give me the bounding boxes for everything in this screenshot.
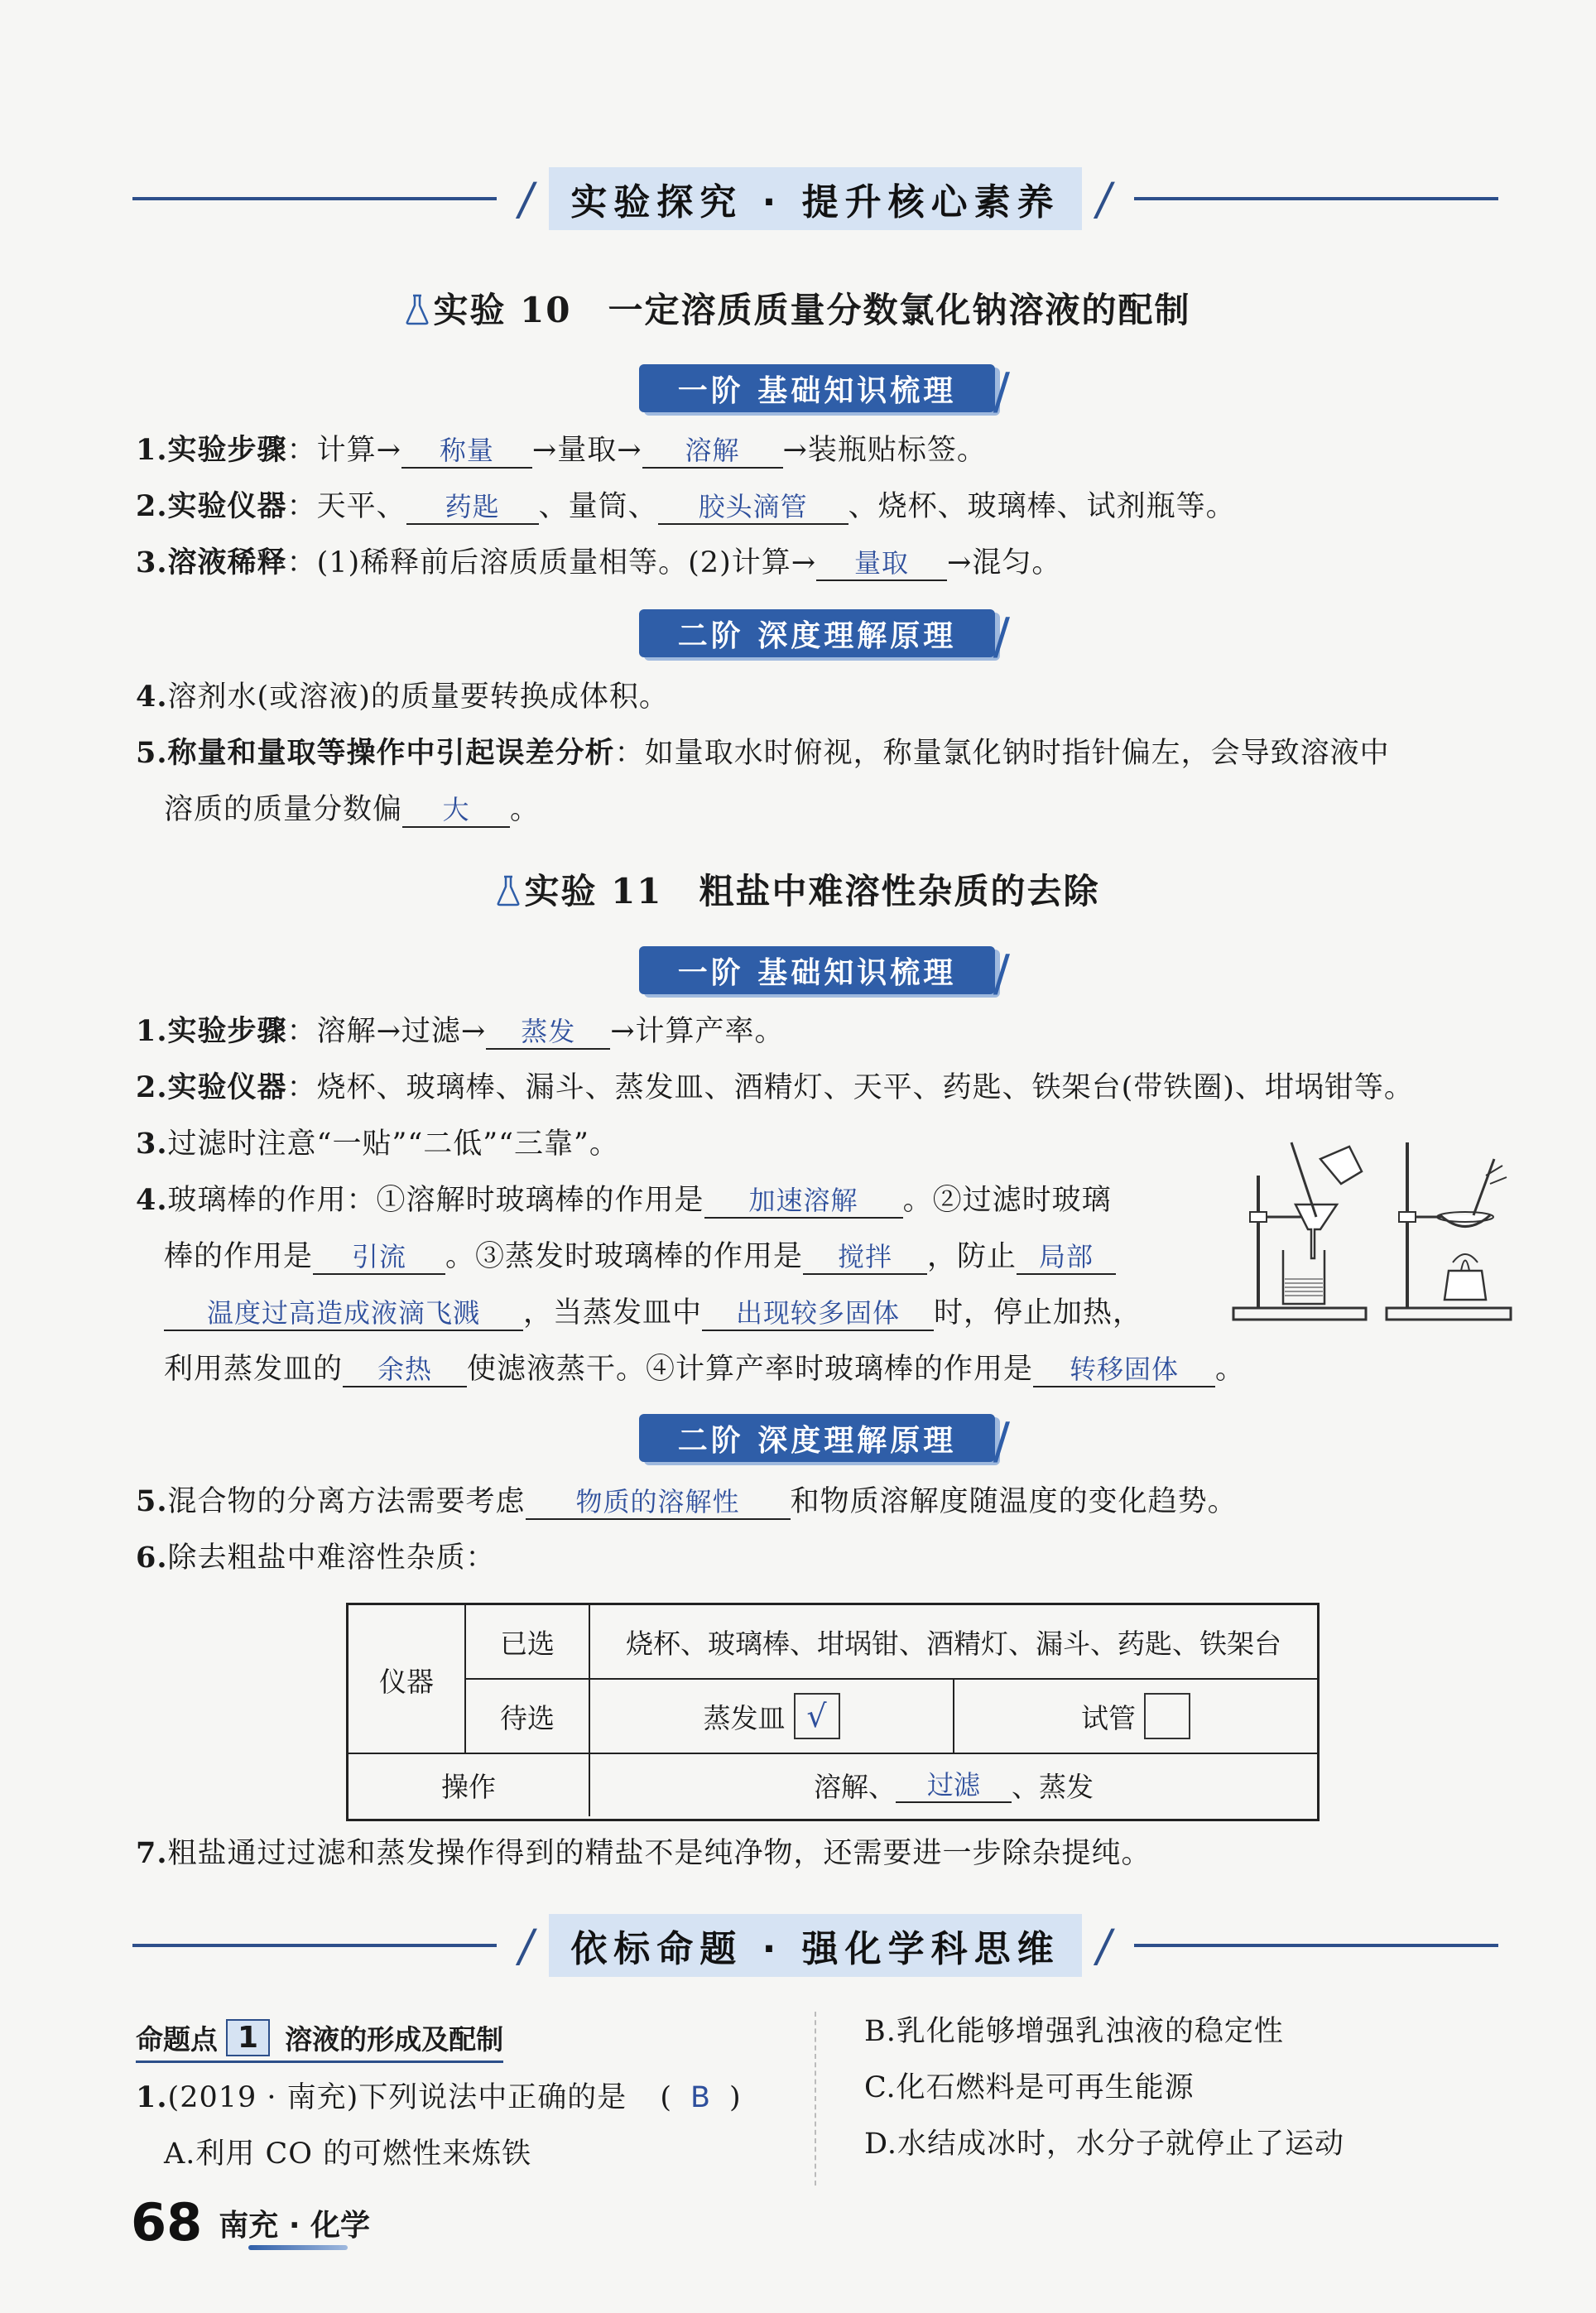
item-label: 实验仪器 <box>167 490 287 523</box>
question-text: (2019 · 南充)下列说法中正确的是 <box>167 2081 627 2114</box>
banner-rule-right <box>1134 197 1498 200</box>
answer-blank: 温度过高造成液滴飞溅 <box>164 1296 523 1331</box>
item-text: ：计算→ <box>286 434 401 467</box>
table-option-evaporating-dish <box>590 1680 953 1753</box>
answer-paren: ( <box>660 2081 672 2114</box>
item-number: 7. <box>136 1836 168 1870</box>
exp10-item-5 <box>136 733 1390 773</box>
question-number: 1. <box>136 2080 168 2114</box>
level-tag-text: 二阶 深度理解原理 <box>677 1423 957 1458</box>
item-number: 2. <box>136 1070 168 1104</box>
item-text: 。②过滤时玻璃 <box>902 1184 1112 1217</box>
item-text: 。③蒸发时玻璃棒的作用是 <box>445 1240 804 1273</box>
answer-paren: ) <box>728 2081 742 2114</box>
answer-blank: 大 <box>402 793 510 828</box>
slash-icon: / <box>1092 172 1117 225</box>
exp11-item-2 <box>136 1068 1414 1108</box>
answer-blank: 称量 <box>401 434 532 469</box>
item-text: 混合物的分离方法需要考虑 <box>167 1485 526 1518</box>
exp11-item-1 <box>136 1012 785 1051</box>
item-label: 实验步骤 <box>167 434 287 467</box>
section-banner-1 <box>132 166 1498 232</box>
item-number: 5. <box>136 1484 168 1518</box>
table-selected-items: 烧杯、玻璃棒、坩埚钳、酒精灯、漏斗、药匙、铁架台 <box>626 1627 1281 1660</box>
answer-blank: 搅拌 <box>803 1240 927 1275</box>
item-text: ，当蒸发皿中 <box>523 1296 703 1330</box>
filtration-apparatus-diagram <box>1225 1126 1374 1325</box>
item-number: 1. <box>136 1014 168 1048</box>
item-label: 实验仪器 <box>167 1071 287 1104</box>
level-tag-text: 二阶 深度理解原理 <box>677 618 957 653</box>
answer-blank: 溶解 <box>642 434 783 469</box>
table-operation-steps <box>590 1754 1317 1816</box>
topic-title: 溶液的形成及配制 <box>285 2023 504 2056</box>
item-label: 溶液稀释 <box>167 546 287 579</box>
item-text: →计算产率。 <box>610 1015 785 1048</box>
item-text: ，防止 <box>927 1240 1017 1273</box>
item-text: 。 <box>510 793 541 826</box>
item-text: 粗盐通过过滤和蒸发操作得到的精盐不是纯净物，还需要进一步除杂提纯。 <box>167 1837 1151 1870</box>
slash-icon: / <box>993 363 1013 421</box>
item-text: 、量筒、 <box>538 490 658 523</box>
answer-blank: 量取 <box>816 546 947 581</box>
table-header-operation: 操作 <box>441 1771 496 1803</box>
table-label-pending: 待选 <box>500 1701 555 1734</box>
item-number: 5. <box>136 736 168 770</box>
check-mark-icon: √ <box>794 1693 840 1739</box>
flask-icon <box>496 875 521 906</box>
answer-blank: 胶头滴管 <box>658 490 848 525</box>
exp11-item-4-line2 <box>164 1237 1116 1277</box>
option-d: D.水结成冰时，水分子就停止了运动 <box>864 2128 1344 2161</box>
exp11-item-6 <box>136 1538 496 1578</box>
exp11-item-4 <box>136 1181 1112 1220</box>
item-number: 3. <box>136 546 168 579</box>
page-footer <box>131 2192 371 2253</box>
item-text: 和物质溶解度随温度的变化趋势。 <box>790 1485 1238 1518</box>
slash-icon: / <box>993 945 1013 1003</box>
item-text: 溶质的质量分数偏 <box>164 793 403 826</box>
option-label: 蒸发皿 <box>703 1701 786 1734</box>
slash-icon: / <box>1092 1919 1117 1972</box>
answer-blank: 引流 <box>313 1240 445 1275</box>
exp10-item-5-cont <box>164 790 540 830</box>
level-tag-text: 一阶 基础知识梳理 <box>677 373 957 408</box>
answer-blank: 蒸发 <box>486 1015 610 1050</box>
item-text: →装瓶贴标签。 <box>782 434 987 467</box>
flask-icon <box>405 294 430 325</box>
column-divider <box>815 2012 816 2186</box>
item-label: 实验步骤 <box>167 1015 287 1048</box>
item-text: ：溶解→过滤→ <box>286 1015 487 1048</box>
exp10-title-text: 实验 10 一定溶质质量分数氯化钠溶液的配制 <box>433 290 1191 330</box>
answer-blank: 转移固体 <box>1033 1353 1215 1387</box>
item-text: →量取→ <box>531 434 642 467</box>
item-number: 2. <box>136 489 168 523</box>
table-label-selected: 已选 <box>500 1627 555 1660</box>
banner-title-box <box>497 171 1134 227</box>
answer-blank: 过滤 <box>896 1768 1012 1803</box>
footer-label: 南充 · 化学 <box>219 2209 371 2243</box>
question-stem <box>136 2078 742 2118</box>
option-a: A.利用 CO 的可燃性来炼铁 <box>164 2137 532 2171</box>
item-text: 利用蒸发皿的 <box>164 1353 344 1386</box>
topic-number: 1 <box>226 2019 270 2056</box>
banner-title-box <box>497 1917 1134 1974</box>
slash-icon: / <box>514 172 539 225</box>
section-title: 依标命题 · 强化学科思维 <box>549 1914 1081 1977</box>
exp10-item-1 <box>136 430 987 470</box>
exp10-item-4 <box>136 677 669 717</box>
item-text: ：烧杯、玻璃棒、漏斗、蒸发皿、酒精灯、天平、药匙、铁架台(带铁圈)、坩埚钳等。 <box>286 1071 1414 1104</box>
level-tag-text: 一阶 基础知识梳理 <box>677 955 957 990</box>
exp10-level1-tag <box>639 363 1013 421</box>
item-number: 6. <box>136 1541 168 1575</box>
option-c: C.化石燃料是可再生能源 <box>864 2071 1195 2104</box>
table-header-instrument: 仪器 <box>379 1665 434 1698</box>
item-text: 使滤液蒸干。④计算产率时玻璃棒的作用是 <box>467 1353 1034 1386</box>
answer-choice: B <box>690 2081 711 2114</box>
answer-blank: 药匙 <box>406 490 539 525</box>
option-label: 试管 <box>1081 1701 1136 1734</box>
section-banner-2 <box>132 1912 1498 1979</box>
exp11-level1-tag <box>639 945 1013 1003</box>
item-text: 溶解、 <box>814 1771 896 1803</box>
item-text: 、蒸发 <box>1012 1771 1094 1803</box>
item-number: 1. <box>136 433 168 467</box>
exp10-item-3 <box>136 543 1061 583</box>
banner-rule-left <box>132 1944 497 1947</box>
exp11-item-7 <box>136 1834 1151 1873</box>
impurity-removal-table <box>346 1603 1320 1821</box>
item-text: 玻璃棒的作用：①溶解时玻璃棒的作用是 <box>167 1184 704 1217</box>
item-text: ：(1)稀释前后溶质质量相等。(2)计算→ <box>286 546 817 579</box>
exp11-item-3 <box>136 1124 619 1164</box>
item-label: 称量和量取等操作中引起误差分析 <box>167 737 615 770</box>
exp11-title <box>0 864 1596 914</box>
banner-rule-right <box>1134 1944 1498 1947</box>
exp11-title-text: 实验 11 粗盐中难溶性杂质的去除 <box>524 871 1100 911</box>
item-text: →混匀。 <box>947 546 1062 579</box>
answer-blank: 局部 <box>1017 1240 1116 1275</box>
item-text: 时，停止加热， <box>934 1296 1143 1330</box>
exp11-item-5 <box>136 1482 1238 1522</box>
item-text: ：天平、 <box>286 490 406 523</box>
empty-checkbox-icon <box>1144 1693 1190 1739</box>
footer-bar <box>248 2245 348 2250</box>
item-text: 过滤时注意“一贴”“二低”“三靠”。 <box>167 1128 619 1161</box>
item-number: 4. <box>136 680 168 714</box>
exp10-level2-tag <box>639 608 1013 666</box>
page-number: 68 <box>131 2192 203 2253</box>
section-title: 实验探究 · 提升核心素养 <box>549 167 1081 230</box>
item-number: 3. <box>136 1127 168 1161</box>
item-number: 4. <box>136 1183 168 1217</box>
exp11-item-4-line4 <box>164 1349 1245 1389</box>
table-option-test-tube <box>954 1680 1317 1753</box>
item-text: 除去粗盐中难溶性杂质： <box>167 1541 496 1575</box>
option-b: B.乳化能够增强乳浊液的稳定性 <box>864 2015 1284 2048</box>
item-text: 。 <box>1215 1353 1246 1386</box>
answer-blank: 出现较多固体 <box>702 1296 934 1331</box>
topic-tag <box>136 2018 503 2063</box>
exp11-level2-tag <box>639 1412 1013 1470</box>
topic-label: 命题点 <box>136 2023 218 2056</box>
exp10-item-2 <box>136 487 1236 527</box>
item-text: ：如量取水时俯视，称量氯化钠时指针偏左，会导致溶液中 <box>614 737 1390 770</box>
slash-icon: / <box>514 1919 539 1972</box>
evaporation-apparatus-diagram <box>1382 1126 1515 1325</box>
exp10-title <box>0 283 1596 333</box>
item-text: 溶剂水(或溶液)的质量要转换成体积。 <box>167 680 669 714</box>
slash-icon: / <box>993 608 1013 666</box>
item-text: 、烧杯、玻璃棒、试剂瓶等。 <box>848 490 1236 523</box>
banner-rule-left <box>132 197 497 200</box>
answer-blank: 加速溶解 <box>704 1184 903 1219</box>
exp11-item-4-line3 <box>164 1293 1142 1333</box>
answer-blank: 物质的溶解性 <box>526 1485 791 1520</box>
answer-blank: 余热 <box>343 1353 467 1387</box>
slash-icon: / <box>993 1412 1013 1470</box>
item-text: 棒的作用是 <box>164 1240 314 1273</box>
